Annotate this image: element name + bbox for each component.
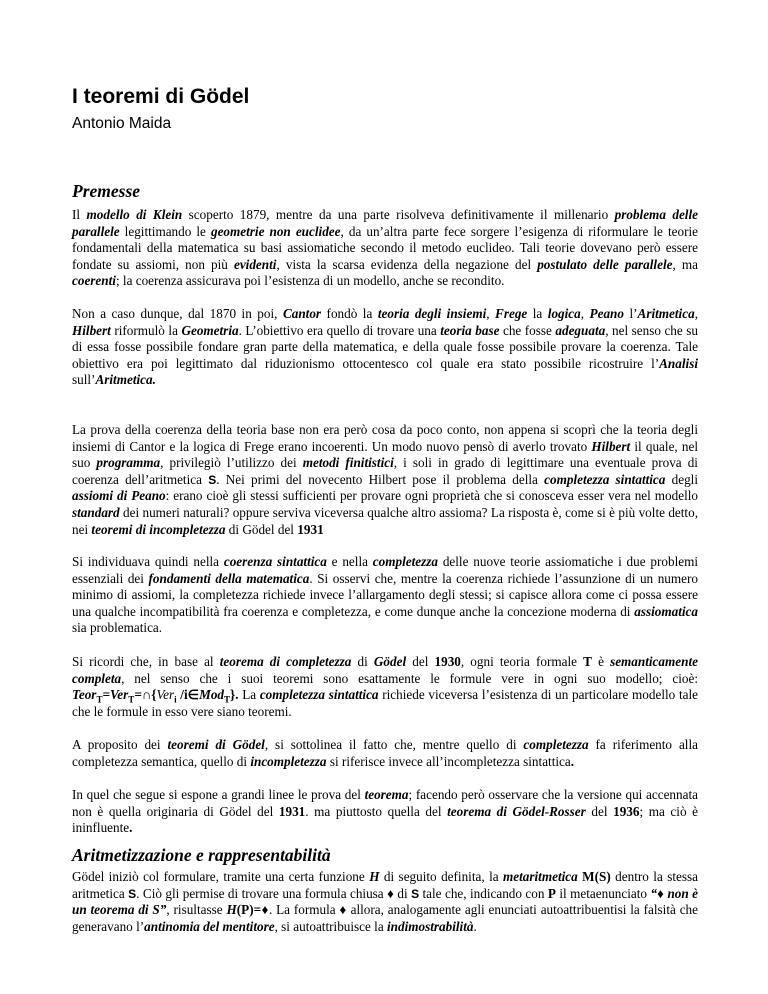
emphasis-run: indimostrabilità <box>387 918 474 934</box>
emphasis-run: postulato delle parallele <box>537 256 673 272</box>
text-run: Si individuava quindi nella <box>72 554 224 569</box>
text-run: . Nei primi del novecento Hilbert pose il problema della <box>216 471 545 487</box>
paragraph <box>72 654 698 720</box>
text-run: l’ <box>623 306 638 321</box>
text-run: Il <box>72 207 87 222</box>
emphasis-run: T <box>224 694 231 705</box>
emphasis-run: completezza <box>372 554 438 569</box>
emphasis-run: i <box>174 694 177 705</box>
emphasis-run: S <box>128 886 137 901</box>
emphasis-run: Cantor <box>282 306 322 321</box>
emphasis-run: H <box>369 869 380 884</box>
text-run: è <box>591 654 611 669</box>
text-run: . <box>473 918 477 934</box>
paragraph <box>72 422 698 538</box>
emphasis-run: Aritmetica. <box>95 372 156 388</box>
text-run: si riferisce invece all’incompletezza sintattica <box>326 753 571 769</box>
emphasis-run: T <box>583 654 592 669</box>
text-run: . L’obiettivo era quello di trovare una <box>238 322 441 338</box>
emphasis-run: Frege <box>495 306 528 321</box>
text-run: che fosse <box>499 322 556 338</box>
text-run: sull’ <box>72 372 96 388</box>
text-run: scoperto 1879, mentre da una parte risolveva definitivamente il millenario <box>182 207 615 222</box>
emphasis-run: =Ver <box>102 687 129 703</box>
emphasis-run: . <box>129 820 133 836</box>
text-run: di <box>351 654 374 669</box>
text-run: . ma piuttosto quella del <box>305 803 448 819</box>
paragraph <box>72 787 698 837</box>
text-run: degli <box>665 471 698 487</box>
emphasis-run: Ver <box>156 687 175 703</box>
paragraph <box>72 207 698 290</box>
text-run: tale che, indicando con <box>419 885 548 901</box>
text-run: sia problematica. <box>72 620 163 636</box>
emphasis-run: teorema <box>364 787 409 802</box>
section-heading-aritmetizzazione: Aritmetizzazione e rappresentabilità <box>72 845 331 865</box>
emphasis-run: P <box>241 902 250 918</box>
emphasis-run: assiomatica <box>634 603 698 619</box>
emphasis-run: metaritmetica <box>503 869 578 884</box>
emphasis-run: standard <box>72 504 120 520</box>
emphasis-run: 1936 <box>613 803 640 819</box>
emphasis-run: problema delle parallele <box>72 207 698 239</box>
text-run: La prova della coerenza della teoria base non era però cosa da poco conto, non appena si scoprì che la teoria degli insiemi di Cantor e la logica di Frege erano incoerenti. Un modo nuovo pensò di averlo trovato <box>72 422 698 454</box>
text-run: , da un’altra parte fece sorgere l’esigenza di riformulare le teorie fondamentali della matematica su basi assiomatiche secondo il metodo euclideo. Tali teorie dovevano però essere fondate su assiomi, non più <box>72 223 698 272</box>
text-run: richiede viceversa l’esistenza di un particolare modello tale che le formule in esso vere siano teoremi. <box>72 687 698 719</box>
text-run: ; ma ciò è ininfluente <box>72 803 698 836</box>
document-author: Antonio Maida <box>72 115 172 132</box>
text-run: Gödel iniziò col formulare, tramite una certa funzione <box>72 869 370 884</box>
emphasis-run: )=♦ <box>249 902 269 918</box>
text-run: , si sottolinea il fatto che, mentre quello di <box>264 737 524 752</box>
text-run: , risultasse <box>166 902 227 918</box>
text-run: di seguito definita, la <box>379 869 504 884</box>
emphasis-run: T <box>128 694 135 705</box>
emphasis-run: Analisi <box>659 355 698 371</box>
text-run: , privilegiò l’utilizzo dei <box>160 455 303 471</box>
text-run: , i soli in grado di legittimare una eventuale prova di coerenza dell’aritmetica <box>72 455 698 487</box>
text-run: , nel senso che su di essa fosse possibile fondare gran parte della matematica, e della quale fosse possibile provare la coerenza. Tale obiettivo era poi legittimato dal riduzionismo ottocentesco col quale era stato possibile ricostruire l’ <box>72 322 698 371</box>
text-run: ; la coerenza assicurava poi l’esistenza di un modello, anche se recondito. <box>115 273 505 289</box>
text-run: , <box>580 306 590 321</box>
emphasis-run: . <box>570 753 575 769</box>
paragraph <box>72 306 698 389</box>
emphasis-run: completezza sintattica <box>544 471 666 487</box>
emphasis-run: semanticamente completa <box>72 654 698 686</box>
text-run: Si ricordi che, in base al <box>72 654 220 669</box>
text-run: , ma <box>672 256 698 272</box>
emphasis-run: /i∈ <box>176 687 200 703</box>
emphasis-run: teoria degli insiemi <box>377 306 487 321</box>
emphasis-run: Teor <box>72 687 97 703</box>
text-run: . Ciò gli permise di trovare una formula chiusa ♦ di <box>136 885 412 901</box>
text-run: dei numeri naturali? oppure serviva viceversa qualche altro assioma? La risposta è, come si è più volte detto, nei <box>72 504 698 537</box>
emphasis-run: incompletezza <box>250 753 327 769</box>
emphasis-run: completezza <box>523 737 589 752</box>
emphasis-run: Hilbert <box>72 322 111 338</box>
text-run: A proposito dei <box>72 737 168 752</box>
text-run: La <box>238 687 260 703</box>
paragraph <box>72 737 698 770</box>
emphasis-run: S <box>208 472 217 487</box>
emphasis-run: coerenza sintattica <box>223 554 327 569</box>
section-heading-premesse: Premesse <box>72 181 141 201</box>
emphasis-run: geometrie non euclidee <box>210 223 341 239</box>
text-run: fondò la <box>321 306 378 321</box>
emphasis-run: M(S) <box>582 869 611 884</box>
emphasis-run: antinomia del mentitore <box>144 918 275 934</box>
text-run: del <box>585 803 614 819</box>
emphasis-run: P <box>547 885 556 901</box>
emphasis-run: evidenti <box>233 256 277 272</box>
text-run: , <box>694 306 698 321</box>
emphasis-run: logica <box>547 306 581 321</box>
emphasis-run: Gödel <box>373 654 407 669</box>
paragraph <box>72 869 698 935</box>
emphasis-run: coerenti <box>72 273 116 289</box>
emphasis-run: }. <box>230 687 239 703</box>
text-run: la <box>527 306 548 321</box>
text-run: delle nuove teorie assiomatiche i due problemi essenziali dei <box>72 554 699 586</box>
emphasis-run: programma <box>96 455 161 471</box>
text-run: di Gödel del <box>225 521 298 537</box>
emphasis-run: =∩{ <box>134 687 157 703</box>
emphasis-run: 1931 <box>297 521 324 537</box>
text-run: , <box>486 306 496 321</box>
emphasis-run: Mod <box>199 687 225 703</box>
emphasis-run: “♦ non è un teorema di S” <box>72 885 698 918</box>
emphasis-run: teoremi di Gödel <box>167 737 265 752</box>
emphasis-run: H <box>226 902 237 918</box>
text-run: il quale, nel suo <box>72 438 698 471</box>
emphasis-run: ( <box>236 902 242 918</box>
emphasis-run: Hilbert <box>591 438 631 454</box>
text-run: ; facendo però osservare che la versione qui accennata non è quella originaria di Gödel del <box>72 787 698 819</box>
emphasis-run: metodi finitistici <box>302 455 394 471</box>
text-run: e nella <box>326 554 373 569</box>
paragraph <box>72 554 698 637</box>
emphasis-run: teorema di Gödel-Rosser <box>447 803 586 819</box>
text-run: , si autoattribuisce la <box>274 918 387 934</box>
emphasis-run: Aritmetica <box>637 306 695 321</box>
emphasis-run: teorema di completezza <box>219 654 352 669</box>
text-run: fa riferimento alla completezza semantica, quello di <box>72 737 698 769</box>
text-run: il metaenunciato <box>555 885 651 901</box>
text-run: dentro la stessa aritmetica <box>72 869 698 901</box>
text-run: , vista la scarsa evidenza della negazione del <box>276 256 538 272</box>
text-run: : erano cioè gli stessi sufficienti per provare ogni proprietà che si conosceva esser vera nel modello <box>165 488 698 504</box>
emphasis-run: assiomi di Peano <box>72 488 166 504</box>
emphasis-run: teoremi di incompletezza <box>91 521 226 537</box>
document-title: I teoremi di Gödel <box>72 85 250 108</box>
emphasis-run: modello di Klein <box>86 207 183 222</box>
text-run: In quel che segue si espone a grandi linee le prova del <box>72 787 365 802</box>
emphasis-run: S <box>411 886 420 901</box>
text-run: , nel senso che i suoi teoremi sono esattamente le formule vere in ogni suo modello; cioè: <box>121 670 698 686</box>
text-run: . La formula ♦ allora, analogamente agli enunciati autoattribuentisi la falsità che generavano l’ <box>72 902 698 934</box>
text-run: . Si osservi che, mentre la coerenza richiede l’assunzione di un numero minimo di assiomi, la completezza richiede invece l’allargamento degli stessi; si capisce allora come ci possa essere una qualche incompatibilità fra coerenza e completezza, e come dunque anche la concezione moderna di <box>72 570 698 619</box>
text-run: Non a caso dunque, dal 1870 in poi, <box>72 306 283 321</box>
text-run: , ogni teoria formale <box>460 654 584 669</box>
emphasis-run: 1930 <box>434 654 461 669</box>
emphasis-run: Peano <box>589 306 624 321</box>
emphasis-run: completezza sintattica <box>259 687 379 703</box>
text-run: legittimando le <box>119 223 211 239</box>
emphasis-run: T <box>96 694 103 705</box>
emphasis-run: 1931 <box>278 803 306 819</box>
emphasis-run: teoria base <box>440 322 500 338</box>
emphasis-run: fondamenti della matematica <box>148 570 310 586</box>
text-run: riformulò la <box>110 322 182 338</box>
emphasis-run: Geometria <box>181 322 239 338</box>
emphasis-run: adeguata <box>555 322 606 338</box>
text-run: del <box>406 654 435 669</box>
